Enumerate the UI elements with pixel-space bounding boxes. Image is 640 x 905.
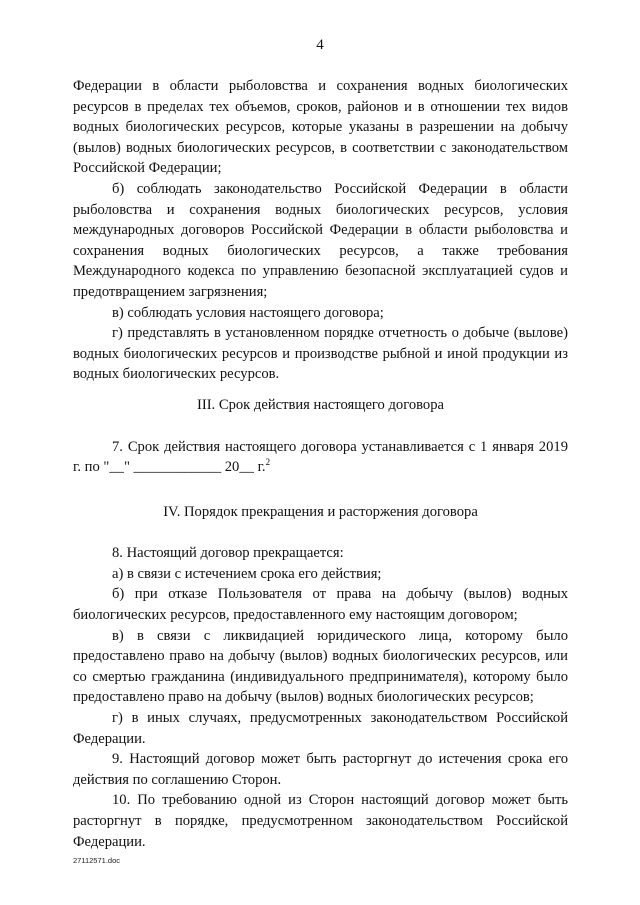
paragraph-continuation: Федерации в области рыболовства и сохранения водных биологических ресурсов в пределах тех объемов, сроков, районов и в отношении тех видов водных биологических ресурсов, которые указаны в разрешении на добычу (вылов) водных биологических ресурсов, в соответствии с законодательством Российской Федерации; — [73, 78, 568, 177]
section-heading-3: III. Срок действия настоящего договора — [196, 396, 445, 413]
document-body — [73, 76, 568, 852]
paragraph-dissolution-agreement: 9. Настоящий договор может быть расторгнут до истечения срока его действия по соглашению Сторон. — [73, 751, 568, 788]
paragraph-obligation-b: б) соблюдать законодательство Российской Федерации в области рыболовства и сохранения водных биологических ресурсов, условия международных договоров Российской Федерации в области рыболовства и сохранения водных биологических ресурсов, а также требования Международного кодекса по управлению безопасной эксплуатацией судов и предотвращением загрязнения; — [73, 180, 568, 300]
paragraph-termination-intro: 8. Настоящий договор прекращается: — [112, 545, 344, 562]
paragraph-term-text: 7. Срок действия настоящего договора устанавливается с 1 января 2019 г. по "__" ____________ 20__ г. — [73, 438, 568, 476]
footnote-marker: 2 — [265, 457, 271, 468]
paragraph-dissolution-request: 10. По требованию одной из Сторон настоящий договор может быть расторгнут в порядке, предусмотренном законодательством Российской Федерации. — [73, 792, 568, 850]
paragraph-termination-v: в) в связи с ликвидацией юридического лица, которому было предоставлено право на добычу (вылов) водных биологических ресурсов, или со смертью гражданина (индивидуального предпринимателя), которому было предоставлено право на добычу (вылов) водных биологических ресурсов; — [73, 627, 568, 706]
paragraph-obligation-g: г) представлять в установленном порядке отчетность о добыче (вылове) водных биологических ресурсов и производстве рыбной и иной продукции из водных биологических ресурсов. — [73, 325, 568, 383]
page-number: 4 — [316, 37, 324, 53]
paragraph-obligation-v: в) соблюдать условия настоящего договора; — [112, 304, 384, 321]
section-heading-4: IV. Порядок прекращения и расторжения договора — [163, 503, 478, 520]
document-file-code: 27112571.doc — [73, 856, 120, 865]
paragraph-termination-a: а) в связи с истечением срока его действия; — [112, 565, 382, 582]
paragraph-termination-g: г) в иных случаях, предусмотренных законодательством Российской Федерации. — [73, 710, 568, 747]
paragraph-termination-b: б) при отказе Пользователя от права на добычу (вылов) водных биологических ресурсов, предоставленного ему настоящим договором; — [73, 586, 568, 624]
paragraph-term — [73, 437, 568, 478]
